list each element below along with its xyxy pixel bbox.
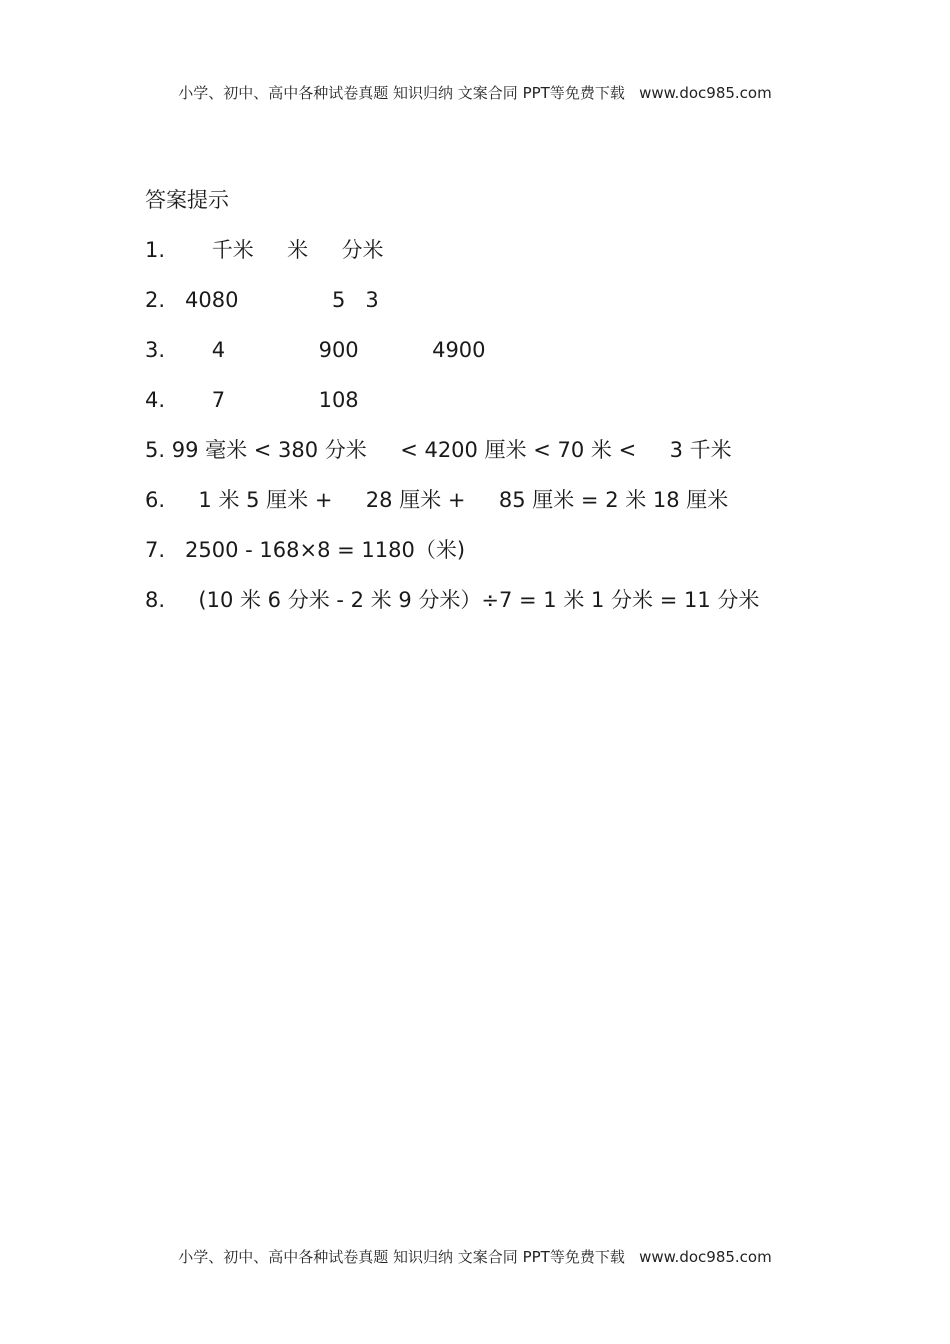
answer-line-4: 4. 7 108: [145, 388, 359, 412]
answer-line-6: 6. 1 米 5 厘米 + 28 厘米 + 85 厘米 = 2 米 18 厘米: [145, 488, 729, 512]
page-header: 小学、初中、高中各种试卷真题 知识归纳 文案合同 PPT等免费下载 www.doc985.com: [178, 84, 772, 102]
answer-line-5: 5. 99 毫米 < 380 分米 < 4200 厘米 < 70 米 < 3 千米: [145, 438, 732, 462]
answer-line-2: 2. 4080 5 3: [145, 288, 379, 312]
answer-line-3: 3. 4 900 4900: [145, 338, 486, 362]
page-footer: 小学、初中、高中各种试卷真题 知识归纳 文案合同 PPT等免费下载 www.doc985.com: [178, 1248, 772, 1266]
answer-section: [145, 184, 845, 634]
answer-line-7: 7. 2500 - 168×8 = 1180（米): [145, 538, 466, 562]
answer-heading: 答案提示: [145, 188, 229, 212]
answer-line-8: 8. (10 米 6 分米 - 2 米 9 分米）÷7 = 1 米 1 分米 = 11 分米: [145, 588, 760, 612]
answer-line-1: 1. 千米 米 分米: [145, 238, 384, 262]
